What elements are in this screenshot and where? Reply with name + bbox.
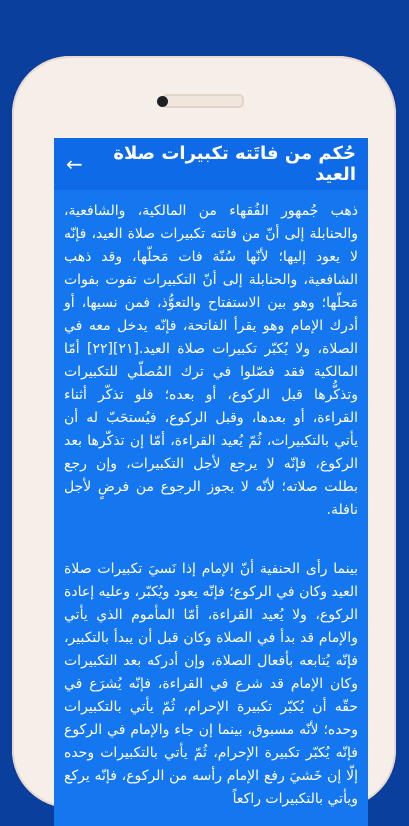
article-paragraph-1: ذهب جُمهور الفُقهاء من المالكية، والشافعية، والحنابلة إلى أنّ من فاتته تكبيرات صلاة العيد، فإنّه لا يعود إليها؛ لأنّها سُنّة فات مَحلّها، وقد ذهب الشافعية، والحنابلة إلى أنّ التكبيرات تفوت بفوات مَحلّها؛ وهو بين الاستفتاح والتعوُّذ، فمن نسيها، أو أدرك الإمام وهو يقرأ الفاتحة، فإنّه يدخل معه في الصلاة، ولا يُكبّر تكبيرات صلاة العيد.[٢١][٢٢] أمّا المالكية فقد فصّلوا في ترك المُصلّي للتكبيرات وتذكُّرها قبل الركوع، أو بعده؛ فلو تذكّر أثناء القراءة، أو بعدها، وقبل الركوع، فيُستحَبّ له أن يأتي بالتكبيرات، ثُمّ يُعيد القراءة، أمّا إن تذكّرها بعد الركوع، فإنّه لا يرجع لأجل التكبيرات، وإن رجع بطلت صلاته؛ لأنّه لا يجوز الرجوع من فرضٍ لأجل نافلة. [64, 203, 358, 518]
paragraph-gap [64, 522, 358, 558]
app-bar [54, 138, 368, 190]
app-screen [54, 138, 368, 826]
page-title: حُكم من فاتَته تكبيرات صلاة العيد [113, 143, 356, 185]
front-camera [157, 96, 168, 107]
phone-speaker [162, 94, 244, 108]
article-content[interactable] [54, 190, 368, 811]
article-paragraph-2: بينما رأى الحنفية أنّ الإمام إذا نَسيَ تكبيرات صلاة العيد وكان في الركوع؛ فإنّه يعود ويُكبّر، وعليه إعادة الركوع، ولا يُعيد القراءة، أمّا المأموم الذي يأتي والإمام قد بدأ في الصلاة وكان قبل أن يبدأ بالتكبير، فإنّه يُتابعه بأفعال الصلاة، وإن أدركه بعد التكبيرات وكان الإمام قد شرع في القراءة، فإنّه يُشرَع في حقّه أن يُكبّر تكبيرة الإحرام، ثُمّ يأتي بالتكبيرات وحده؛ لأنّه مسبوق، بينما إن جاء والإمام في الركوع فإنّه يُكبّر تكبيرة الإحرام، ثُمّ يأتي بالتكبيرات وحده إلّا إن خَشيَ رفع الإمام رأسه من الركوع، فإنّه يركع ويأتي بالتكبيرات راكعاً [64, 561, 358, 807]
arrow-back-icon[interactable]: ← [66, 152, 83, 176]
phone-frame [12, 56, 396, 808]
